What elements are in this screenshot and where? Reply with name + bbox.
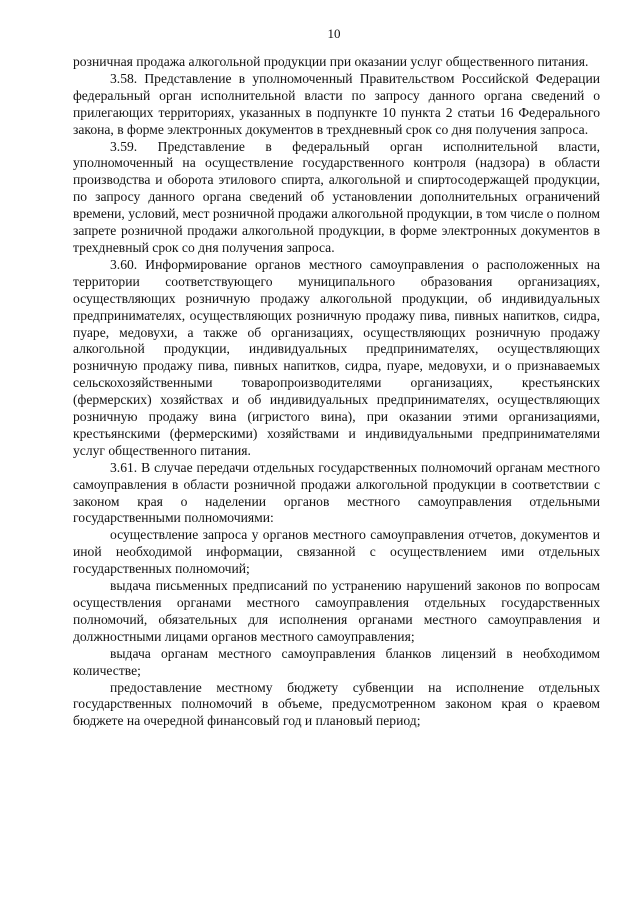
paragraph-3-61: 3.61. В случае передачи отдельных государственных полномочий органам местного самоуправления в области розничной продажи алкогольной продукции в соответствии с законом края о наделении органов местного самоуправления отдельными государственными полномочиями:: [73, 459, 600, 526]
paragraph-item-2: выдача письменных предписаний по устранению нарушений законов по вопросам осуществления органами местного самоуправления отдельных государственных полномочий, обязательных для исполнения органами местного самоуправления и должностными лицами органов местного самоуправления;: [73, 578, 600, 644]
paragraph-item-1: осуществление запроса у органов местного самоуправления отчетов, документов и иной необходимой информации, связанной с осуществлением ими отдельных государственных полномочий;: [73, 527, 600, 577]
paragraph-item-3: выдача органам местного самоуправления бланков лицензий в необходимом количестве;: [73, 645, 600, 678]
paragraph-3-59: 3.59. Представление в федеральный орган исполнительной власти, уполномоченный на осуществление государственного контроля (надзора) в области производства и оборота этилового спирта, алкогольной и спиртосодержащей продукции, по запросу данного органа сведений об установлении дополнительных ограничений времени, условий, мест розничной продажи алкогольной продукции, в том числе о полном запрете розничной продажи алкогольной продукции, в форме электронных документов в трехдневный срок со дня получения запроса.: [73, 138, 600, 255]
paragraph-3-58: 3.58. Представление в уполномоченный Правительством Российской Федерации федеральный орган исполнительной власти по запросу данного органа сведений о прилегающих территориях, указанных в подпункте 10 пункта 2 статьи 16 Федерального закона, в форме электронных документов в трехдневный срок со дня получения запроса.: [73, 70, 600, 137]
paragraph-cont: розничная продажа алкогольной продукции при оказании услуг общественного питания.: [73, 54, 589, 69]
paragraph-3-60: 3.60. Информирование органов местного самоуправления о расположенных на территории соответствующего муниципального образования организациях, осуществляющих розничную продажу алкогольной продукции, об индивидуальных предпринимателях, осуществляющих розничную продажу пива, пивных напитков, сидра, пуаре, медовухи, а также об организациях, осуществляющих розничную продажу алкогольной продукции, индивидуальных предпринимателях, осуществляющих розничную продажу пива, пивных напитков, сидра, пуаре, медовухи, и о признаваемых сельскохозяйственными товаропроизводителями организациях, крестьянских (фермерских) хозяйствах и об индивидуальных предпринимателях, осуществляющих розничную продажу вина (игристого вина), при оказании этими организациями, крестьянскими (фермерскими) хозяйствами и индивидуальными предпринимателями услуг общественного питания.: [73, 256, 600, 458]
page-number: 10: [327, 26, 341, 41]
paragraph-item-4: предоставление местному бюджету субвенции на исполнение отдельных государственных полномочий в объеме, предусмотренном законом края о краевом бюджете на очередной финансовый год и плановый период;: [73, 679, 600, 729]
document-body: [73, 54, 600, 730]
